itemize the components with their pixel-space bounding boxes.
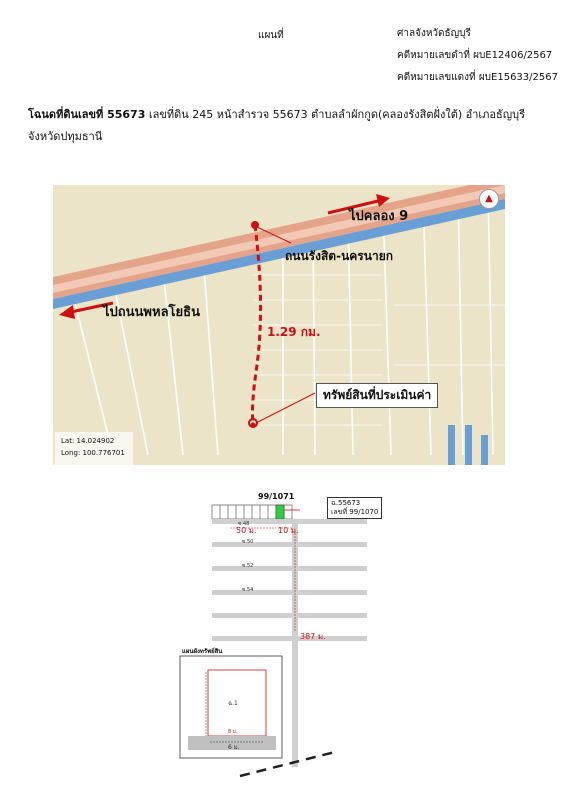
deed-box-line2: เลขที่ 99/1070 bbox=[331, 508, 379, 516]
to-phahonyothin-label: ไปถนนพหลโยธิน bbox=[103, 305, 200, 320]
plan-title: แผนผังทรัพย์สิน bbox=[182, 648, 223, 655]
house-number: 99/1071 bbox=[258, 492, 295, 501]
province-line: จังหวัดปทุมธานี bbox=[28, 130, 103, 143]
soi-48-label: ซ.48 bbox=[238, 521, 250, 527]
plan-small-dimension: 8 ม. bbox=[228, 729, 238, 735]
north-icon: ▲ bbox=[479, 189, 499, 209]
site-sketch bbox=[170, 480, 400, 780]
latitude: Lat: 14.024902 bbox=[61, 437, 115, 445]
deed-box bbox=[327, 497, 382, 519]
subject-lot bbox=[276, 505, 284, 519]
plan-side-dimension: 6 ม. bbox=[228, 744, 240, 751]
to-khlong9-label: ไปคลอง 9 bbox=[349, 209, 409, 224]
deed-number: โฉนดที่ดินเลขที่ 55673 bbox=[28, 108, 146, 121]
property-label: ทรัพย์สินที่ประเมินค่า bbox=[316, 383, 438, 408]
deed-box-line1: ฉ.55673 bbox=[331, 499, 361, 507]
deed-details: เลขที่ดิน 245 หน้าสำรวจ 55673 ตำบลลำผักกูด(คลองรังสิตฝั่งใต้) อำเภอธัญบุรี bbox=[145, 108, 526, 121]
location-map bbox=[53, 185, 505, 465]
deed-description bbox=[28, 104, 525, 126]
soi-54-label: ซ.54 bbox=[242, 587, 254, 593]
soi-52-label: ซ.52 bbox=[242, 563, 254, 569]
road-name-label: ถนนรังสิต-นครนายก bbox=[285, 249, 393, 263]
red-case-number: คดีหมายเลขแดงที่ ผบE15633/2567 bbox=[397, 72, 558, 83]
distance-10m: 10 ม. bbox=[278, 526, 299, 535]
court-name: ศาลจังหวัดธัญบุรี bbox=[397, 28, 471, 39]
black-case-number: คดีหมายเลขดำที่ ผบE12406/2567 bbox=[397, 50, 553, 61]
coordinates-box bbox=[55, 432, 133, 465]
plan-lot-label: ฉ.1 bbox=[228, 700, 238, 707]
distance-label: 1.29 กม. bbox=[267, 325, 321, 339]
soi-50-label: ซ.50 bbox=[242, 539, 254, 545]
distance-50m: 50 ม. bbox=[236, 526, 257, 535]
longitude: Long: 100.776701 bbox=[61, 449, 125, 457]
map-heading: แผนที่ bbox=[258, 30, 284, 41]
distance-387m: 387 ม. bbox=[300, 632, 326, 641]
